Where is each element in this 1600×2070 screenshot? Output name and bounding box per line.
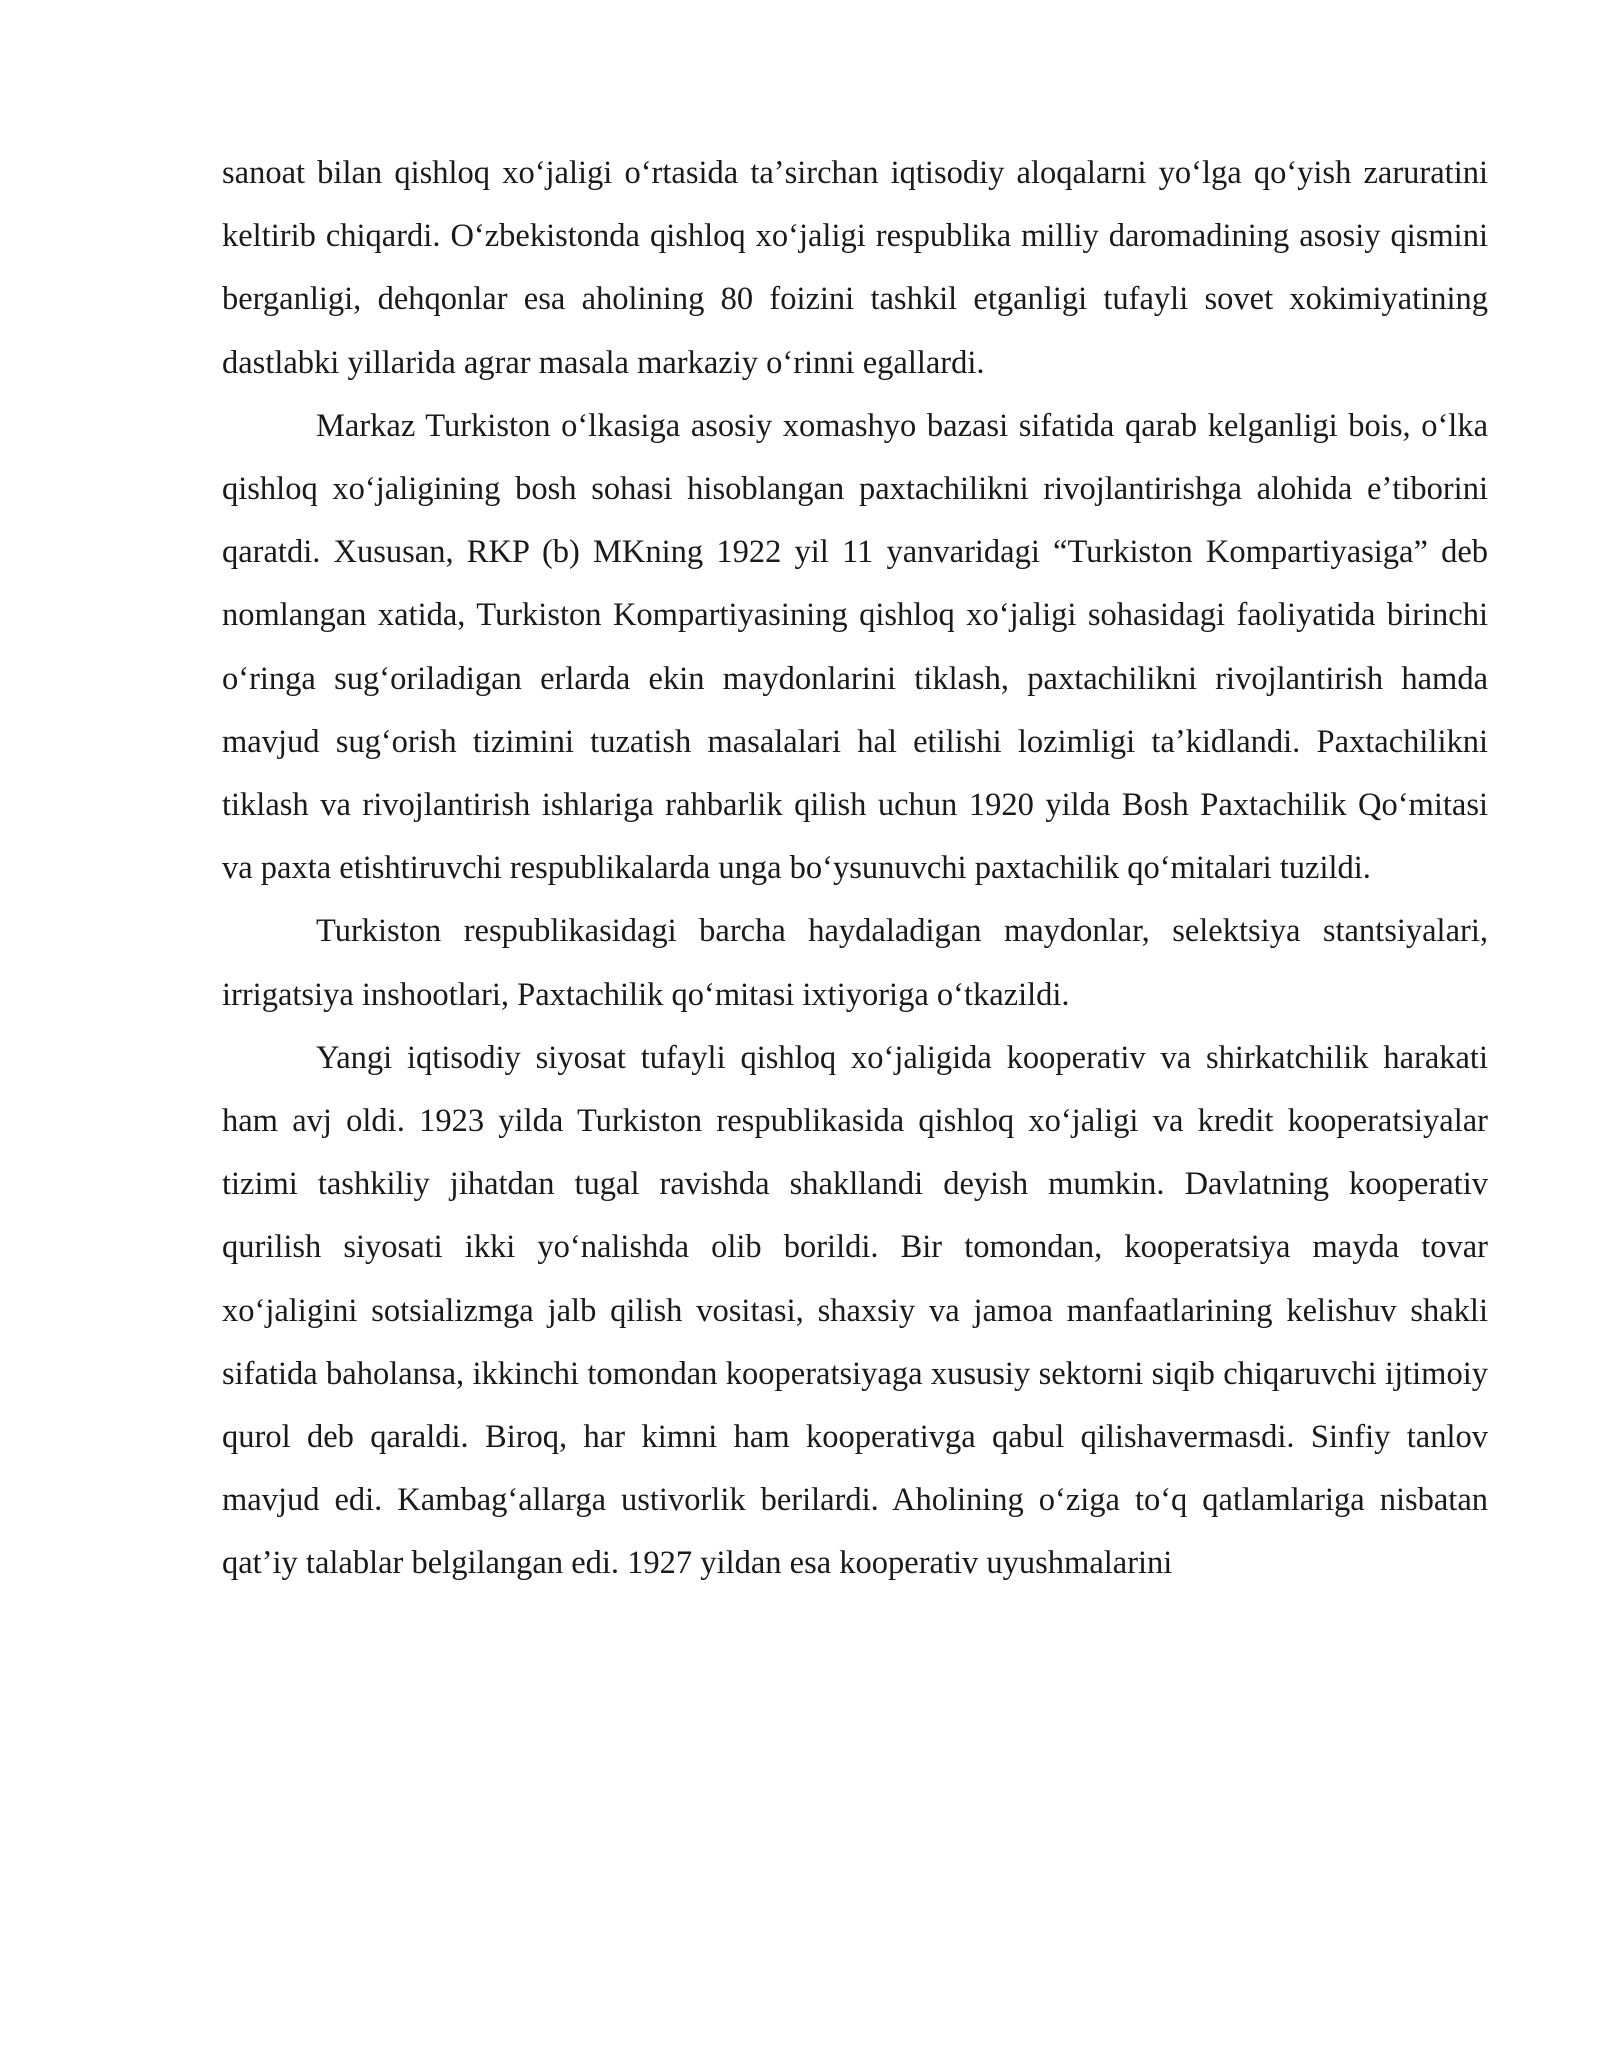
paragraph-3: Turkiston respublikasidagi barcha haydaladigan maydonlar, selektsiya stantsiyalari, irrigatsiya inshootlari, Paxtachilik qoʻmitasi ixtiyoriga oʻtkazildi. [222,913,1488,1013]
document-body [222,142,1488,1596]
paragraph-2: Markaz Turkiston oʻlkasiga asosiy xomashyo bazasi sifatida qarab kelganligi bois, oʻlka qishloq xoʻjaligining bosh sohasi hisoblangan paxtachilikni rivojlantirishga alohida eʼtiborini qaratdi. Xususan, RKP (b) MKning 1922 yil 11 yanvaridagi “Turkiston Kompartiyasiga” deb nomlangan xatida, Turkiston Kompartiyasining qishloq xoʻjaligi sohasidagi faoliyatida birinchi oʻringa sugʻoriladigan erlarda ekin maydonlarini tiklash, paxtachilikni rivojlantirish hamda mavjud sugʻorish tizimini tuzatish masalalari hal etilishi lozimligi taʼkidlandi. Paxtachilikni tiklash va rivojlantirish ishlariga rahbarlik qilish uchun 1920 yilda Bosh Paxtachilik Qoʻmitasi va paxta etishtiruvchi respublikalarda unga boʻysunuvchi paxtachilik qoʻmitalari tuzildi. [222,407,1488,887]
paragraph-4: Yangi iqtisodiy siyosat tufayli qishloq xoʻjaligida kooperativ va shirkatchilik harakati ham avj oldi. 1923 yilda Turkiston respublikasida qishloq xoʻjaligi va kredit kooperatsiyalar tizimi tashkiliy jihatdan tugal ravishda shakllandi deyish mumkin. Davlatning kooperativ qurilish siyosati ikki yoʻnalishda olib borildi. Bir tomondan, kooperatsiya mayda tovar xoʻjaligini sotsializmga jalb qilish vositasi, shaxsiy va jamoa manfaatlarining kelishuv shakli sifatida baholansa, ikkinchi tomondan kooperatsiyaga xususiy sektorni siqib chiqaruvchi ijtimoiy qurol deb qaraldi. Biroq, har kimni ham kooperativga qabul qilishavermasdi. Sinfiy tanlov mavjud edi. Kambagʻallarga ustivorlik berilardi. Aholining oʻziga toʻq qatlamlariga nisbatan qatʼiy talablar belgilangan edi. 1927 yildan esa kooperativ uyushmalarini [222,1039,1488,1582]
paragraph-1: sanoat bilan qishloq xoʻjaligi oʻrtasida taʼsirchan iqtisodiy aloqalarni yoʻlga qoʻyish zaruratini keltirib chiqardi. Oʻzbekistonda qishloq xoʻjaligi respublika milliy daromadining asosiy qismini berganligi, dehqonlar esa aholining 80 foizini tashkil etganligi tufayli sovet xokimiyatining dastlabki yillarida agrar masala markaziy oʻrinni egallardi. [222,155,1488,381]
